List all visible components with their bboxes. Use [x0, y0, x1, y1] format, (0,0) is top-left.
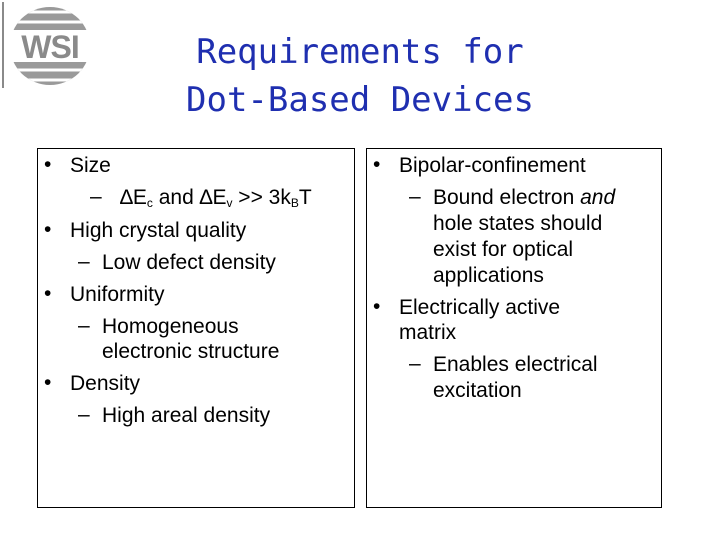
bullet: • — [44, 218, 52, 241]
dash: – — [78, 403, 90, 426]
dash: – — [409, 185, 421, 208]
left-content-box — [37, 148, 355, 508]
right-content-box — [366, 148, 662, 508]
item-size: Size — [70, 154, 111, 177]
item-enables-line1: Enables electrical — [433, 353, 598, 376]
slide-title — [150, 28, 570, 124]
bullet: • — [44, 371, 52, 394]
item-homogeneous-line1: Homogeneous — [102, 315, 239, 338]
svg-text:WSI: WSI — [21, 29, 79, 65]
item-uniformity: Uniformity — [70, 283, 165, 306]
item-bound-line4: applications — [433, 264, 544, 287]
dash: – — [78, 314, 90, 337]
item-enables-line2: excitation — [433, 379, 522, 402]
item-bipolar-confinement: Bipolar-confinement — [399, 154, 586, 177]
title-line-2: Dot-Based Devices — [186, 80, 534, 120]
bullet: • — [44, 282, 52, 305]
item-band-offset: $\Delta E_c$ and $\Delta E_v >> 3k_BT$ — [120, 186, 312, 210]
dash: – — [90, 185, 102, 208]
bullet: • — [373, 153, 381, 176]
bullet: • — [44, 153, 52, 176]
item-bound-line3: exist for optical — [433, 238, 574, 261]
item-homogeneous-line2: electronic structure — [102, 340, 280, 363]
bullet: • — [373, 295, 381, 318]
item-density: Density — [70, 372, 141, 395]
item-bound-line2: hole states should — [433, 212, 603, 235]
item-electrically-line1: Electrically active — [399, 296, 561, 319]
title-line-1: Requirements for — [196, 32, 524, 72]
item-bound-line1: Bound electron and — [433, 186, 616, 209]
item-defect-density: Low defect density — [102, 251, 276, 274]
dash: – — [409, 352, 421, 375]
item-crystal-quality: High crystal quality — [70, 219, 247, 242]
item-areal-density: High areal density — [102, 404, 271, 427]
wsi-logo — [2, 2, 94, 88]
dash: – — [78, 250, 90, 273]
item-electrically-line2: matrix — [399, 321, 457, 344]
